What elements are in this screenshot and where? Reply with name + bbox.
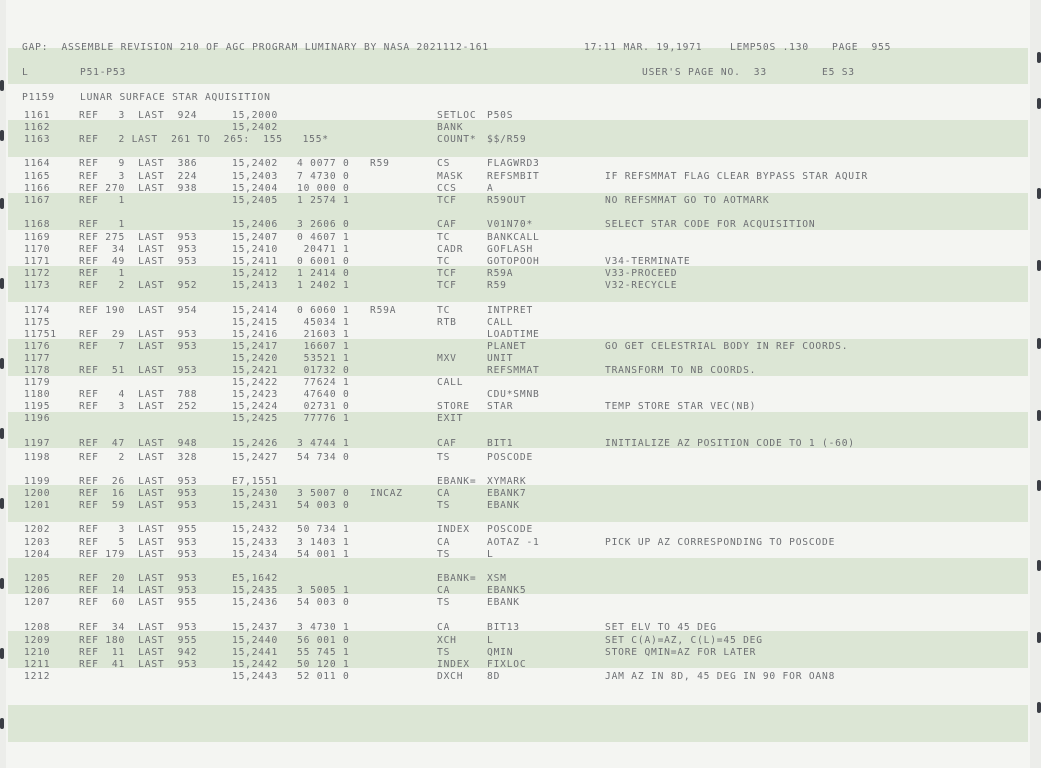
symbol-label: R59A <box>370 305 397 316</box>
ref-info: REF 3 LAST 955 <box>79 524 198 535</box>
octal-word: 55 745 1 <box>297 647 350 658</box>
opcode: MASK <box>437 171 464 182</box>
comment: NO REFSMMAT GO TO AOTMARK <box>605 195 770 206</box>
line-number: 1211 <box>24 659 51 670</box>
opcode: MXV <box>437 353 457 364</box>
address: 15,2405 <box>232 195 279 206</box>
octal-word: 21603 1 <box>297 329 350 340</box>
header-timestamp: 17:11 MAR. 19,1971 <box>584 42 703 53</box>
opcode: STORE <box>437 401 470 412</box>
line-number: 1195 <box>24 401 51 412</box>
operand: POSCODE <box>487 524 534 535</box>
address: 15,2425 <box>232 413 279 424</box>
tractor-hole <box>1037 338 1041 349</box>
tractor-hole <box>0 498 4 509</box>
address: 15,2414 <box>232 305 279 316</box>
octal-word: 1 2402 1 <box>297 280 350 291</box>
line-number: 1170 <box>24 244 51 255</box>
line-number: 1200 <box>24 488 51 499</box>
address: 15,2440 <box>232 635 279 646</box>
operand: XYMARK <box>487 476 527 487</box>
address: 15,2435 <box>232 585 279 596</box>
operand: CALL <box>487 317 514 328</box>
ref-info: REF 3 LAST 224 <box>79 171 198 182</box>
header-title: GAP: ASSEMBLE REVISION 210 OF AGC PROGRAM LUMINARY BY NASA 2021112-161 <box>22 42 489 53</box>
line-number: 1203 <box>24 537 51 548</box>
line-number: 1167 <box>24 195 51 206</box>
opcode: SETLOC <box>437 110 477 121</box>
address: 15,2436 <box>232 597 279 608</box>
operand: QMIN <box>487 647 514 658</box>
opcode: CAF <box>437 219 457 230</box>
line-number: 1165 <box>24 171 51 182</box>
ref-info: REF 2 LAST 261 TO 265: 155 155* <box>79 134 329 145</box>
address: 15,2000 <box>232 110 279 121</box>
ref-info: REF 2 LAST 328 <box>79 452 198 463</box>
operand: BIT1 <box>487 438 514 449</box>
address: 15,2430 <box>232 488 279 499</box>
tractor-hole <box>0 80 4 91</box>
line-number: 1171 <box>24 256 51 267</box>
opcode: INDEX <box>437 524 470 535</box>
comment: SET ELV TO 45 DEG <box>605 622 717 633</box>
octal-word: 0 6060 1 <box>297 305 350 316</box>
operand: GOTOPOOH <box>487 256 540 267</box>
opcode: TC <box>437 305 451 316</box>
header-page-number: PAGE 955 <box>832 42 892 53</box>
ref-info: REF 1 <box>79 195 126 206</box>
ref-info: REF 20 LAST 953 <box>79 573 198 584</box>
opcode: RTB <box>437 317 457 328</box>
tractor-hole <box>0 718 4 729</box>
line-number: 1196 <box>24 413 51 424</box>
tractor-hole <box>0 198 4 209</box>
opcode: EXIT <box>437 413 464 424</box>
line-number: 1209 <box>24 635 51 646</box>
tractor-hole <box>1037 702 1041 713</box>
octal-word: 3 2606 0 <box>297 219 350 230</box>
address: 15,2416 <box>232 329 279 340</box>
ref-info: REF 59 LAST 953 <box>79 500 198 511</box>
line-number: 1202 <box>24 524 51 535</box>
tractor-hole <box>1037 98 1041 109</box>
address: 15,2410 <box>232 244 279 255</box>
octal-word: 16607 1 <box>297 341 350 352</box>
ref-info: REF 1 <box>79 219 126 230</box>
opcode: CA <box>437 585 451 596</box>
address: 15,2412 <box>232 268 279 279</box>
line-number: 1210 <box>24 647 51 658</box>
header-job: LEMP50S .130 <box>730 42 809 53</box>
line-number: 1169 <box>24 232 51 243</box>
comment: V33-PROCEED <box>605 268 678 279</box>
opcode: TCF <box>437 195 457 206</box>
tractor-hole <box>1037 188 1041 199</box>
opcode: TC <box>437 232 451 243</box>
tractor-hole <box>0 578 4 589</box>
operand: R59 <box>487 280 507 291</box>
operand: V01N70* <box>487 219 534 230</box>
opcode: CA <box>437 537 451 548</box>
ref-info: REF 34 LAST 953 <box>79 244 198 255</box>
opcode: TS <box>437 452 451 463</box>
address: 15,2427 <box>232 452 279 463</box>
octal-word: 54 003 0 <box>297 597 350 608</box>
line-number: 1175 <box>24 317 51 328</box>
operand: REFSMMAT <box>487 365 540 376</box>
comment: IF REFSMMAT FLAG CLEAR BYPASS STAR AQUIR <box>605 171 869 182</box>
address: 15,2406 <box>232 219 279 230</box>
address: E7,1551 <box>232 476 279 487</box>
ref-info: REF 5 LAST 953 <box>79 537 198 548</box>
operand: AOTAZ -1 <box>487 537 540 548</box>
comment: INITIALIZE AZ POSITION CODE TO 1 (-60) <box>605 438 855 449</box>
ref-info: REF 16 LAST 953 <box>79 488 198 499</box>
line-number: 1180 <box>24 389 51 400</box>
ref-info: REF 26 LAST 953 <box>79 476 198 487</box>
line-number: 1204 <box>24 549 51 560</box>
address: 15,2411 <box>232 256 279 267</box>
address: 15,2443 <box>232 671 279 682</box>
ref-info: REF 60 LAST 955 <box>79 597 198 608</box>
octal-word: 1 2414 0 <box>297 268 350 279</box>
address: 15,2402 <box>232 122 279 133</box>
line-number: 1168 <box>24 219 51 230</box>
opcode: TS <box>437 549 451 560</box>
comment: SET C(A)=AZ, C(L)=45 DEG <box>605 635 763 646</box>
operand: UNIT <box>487 353 514 364</box>
address: 15,2423 <box>232 389 279 400</box>
ref-info: REF 47 LAST 948 <box>79 438 198 449</box>
ref-info: REF 41 LAST 953 <box>79 659 198 670</box>
operand: R59OUT <box>487 195 527 206</box>
operand: L <box>487 549 494 560</box>
octal-word: 01732 0 <box>297 365 350 376</box>
tractor-hole <box>0 278 4 289</box>
ref-info: REF 2 LAST 952 <box>79 280 198 291</box>
octal-word: 53521 1 <box>297 353 350 364</box>
tractor-hole <box>0 130 4 141</box>
opcode: TCF <box>437 268 457 279</box>
address: 15,2421 <box>232 365 279 376</box>
tractor-hole <box>1037 560 1041 571</box>
address: 15,2413 <box>232 280 279 291</box>
opcode: EBANK= <box>437 476 477 487</box>
operand: P50S <box>487 110 514 121</box>
operand: BIT13 <box>487 622 520 633</box>
opcode: CS <box>437 158 451 169</box>
ref-info: REF 34 LAST 953 <box>79 622 198 633</box>
line-number: 1166 <box>24 183 51 194</box>
header-left-code: L <box>22 67 29 78</box>
address: 15,2424 <box>232 401 279 412</box>
opcode: BANK <box>437 122 464 133</box>
octal-word: 56 001 0 <box>297 635 350 646</box>
operand: POSCODE <box>487 452 534 463</box>
address: 15,2404 <box>232 183 279 194</box>
tractor-hole <box>1037 260 1041 271</box>
comment: TRANSFORM TO NB COORDS. <box>605 365 757 376</box>
address: 15,2431 <box>232 500 279 511</box>
octal-word: 3 5007 0 <box>297 488 350 499</box>
address: 15,2422 <box>232 377 279 388</box>
ref-info: REF 3 LAST 252 <box>79 401 198 412</box>
address: 15,2417 <box>232 341 279 352</box>
line-number: 1164 <box>24 158 51 169</box>
operand: L <box>487 635 494 646</box>
opcode: INDEX <box>437 659 470 670</box>
operand: PLANET <box>487 341 527 352</box>
opcode: COUNT* <box>437 134 477 145</box>
line-number: 1174 <box>24 305 51 316</box>
address: 15,2433 <box>232 537 279 548</box>
ref-info: REF 7 LAST 953 <box>79 341 198 352</box>
comment: GO GET CELESTRIAL BODY IN REF COORDS. <box>605 341 849 352</box>
tractor-hole <box>1037 410 1041 421</box>
ref-info: REF 4 LAST 788 <box>79 389 198 400</box>
opcode: XCH <box>437 635 457 646</box>
octal-word: 50 734 1 <box>297 524 350 535</box>
operand: 8D <box>487 671 501 682</box>
octal-word: 54 001 1 <box>297 549 350 560</box>
octal-word: 50 120 1 <box>297 659 350 670</box>
octal-word: 45034 1 <box>297 317 350 328</box>
line-number: 1173 <box>24 280 51 291</box>
tractor-hole <box>0 648 4 659</box>
address: 15,2442 <box>232 659 279 670</box>
octal-word: 3 4744 1 <box>297 438 350 449</box>
octal-word: 02731 0 <box>297 401 350 412</box>
octal-word: 3 1403 1 <box>297 537 350 548</box>
symbol-label: R59 <box>370 158 390 169</box>
octal-word: 52 011 0 <box>297 671 350 682</box>
address: 15,2434 <box>232 549 279 560</box>
address: 15,2402 <box>232 158 279 169</box>
octal-word: 3 4730 1 <box>297 622 350 633</box>
comment: SELECT STAR CODE FOR ACQUISITION <box>605 219 816 230</box>
address: 15,2441 <box>232 647 279 658</box>
operand: EBANK7 <box>487 488 527 499</box>
operand: FIXLOC <box>487 659 527 670</box>
line-number: 1199 <box>24 476 51 487</box>
address: 15,2403 <box>232 171 279 182</box>
line-number: 1201 <box>24 500 51 511</box>
ref-info: REF 29 LAST 953 <box>79 329 198 340</box>
opcode: TS <box>437 597 451 608</box>
opcode: CADR <box>437 244 464 255</box>
operand: BANKCALL <box>487 232 540 243</box>
octal-word: 0 4607 1 <box>297 232 350 243</box>
octal-word: 3 5005 1 <box>297 585 350 596</box>
operand: $$/R59 <box>487 134 527 145</box>
ref-info: REF 3 LAST 924 <box>79 110 198 121</box>
octal-word: 77624 1 <box>297 377 350 388</box>
comment: STORE QMIN=AZ FOR LATER <box>605 647 757 658</box>
tractor-hole <box>1037 632 1041 643</box>
operand: INTPRET <box>487 305 534 316</box>
opcode: DXCH <box>437 671 464 682</box>
operand: R59A <box>487 268 514 279</box>
operand: STAR <box>487 401 514 412</box>
header-section: P51-P53 <box>80 67 127 78</box>
line-number: 11751 <box>24 329 57 340</box>
operand: XSM <box>487 573 507 584</box>
ref-info: REF 14 LAST 953 <box>79 585 198 596</box>
ref-info: REF 179 LAST 953 <box>79 549 198 560</box>
operand: A <box>487 183 494 194</box>
operand: REFSMBIT <box>487 171 540 182</box>
operand: GOFLASH <box>487 244 534 255</box>
header-page-heading: LUNAR SURFACE STAR AQUISITION <box>80 92 271 103</box>
ref-info: REF 1 <box>79 268 126 279</box>
tractor-hole <box>0 428 4 439</box>
line-number: 1162 <box>24 122 51 133</box>
operand: EBANK5 <box>487 585 527 596</box>
octal-word: 7 4730 0 <box>297 171 350 182</box>
tractor-hole <box>1037 480 1041 491</box>
line-number: 1179 <box>24 377 51 388</box>
operand: CDU*SMNB <box>487 389 540 400</box>
line-number: 1177 <box>24 353 51 364</box>
line-number: 1198 <box>24 452 51 463</box>
octal-word: 54 003 0 <box>297 500 350 511</box>
ref-info: REF 51 LAST 953 <box>79 365 198 376</box>
address: E5,1642 <box>232 573 279 584</box>
greenbar-band <box>8 48 1028 84</box>
ref-info: REF 180 LAST 955 <box>79 635 198 646</box>
symbol-label: INCAZ <box>370 488 403 499</box>
line-number: 1208 <box>24 622 51 633</box>
header-users-page: USER'S PAGE NO. 33 <box>642 67 767 78</box>
octal-word: 10 000 0 <box>297 183 350 194</box>
tractor-hole <box>0 358 4 369</box>
octal-word: 54 734 0 <box>297 452 350 463</box>
octal-word: 0 6001 0 <box>297 256 350 267</box>
operand: EBANK <box>487 500 520 511</box>
ref-info: REF 9 LAST 386 <box>79 158 198 169</box>
comment: PICK UP AZ CORRESPONDING TO POSCODE <box>605 537 836 548</box>
header-sheet: E5 S3 <box>822 67 855 78</box>
opcode: CAF <box>437 438 457 449</box>
comment: V32-RECYCLE <box>605 280 678 291</box>
opcode: CALL <box>437 377 464 388</box>
ref-info: REF 270 LAST 938 <box>79 183 198 194</box>
address: 15,2426 <box>232 438 279 449</box>
line-number: 1212 <box>24 671 51 682</box>
ref-info: REF 49 LAST 953 <box>79 256 198 267</box>
opcode: CA <box>437 622 451 633</box>
comment: TEMP STORE STAR VEC(NB) <box>605 401 757 412</box>
ref-info: REF 11 LAST 942 <box>79 647 198 658</box>
octal-word: 47640 0 <box>297 389 350 400</box>
octal-word: 77776 1 <box>297 413 350 424</box>
opcode: CCS <box>437 183 457 194</box>
tractor-hole <box>1037 52 1041 63</box>
opcode: TS <box>437 500 451 511</box>
line-number: 1207 <box>24 597 51 608</box>
operand: FLAGWRD3 <box>487 158 540 169</box>
line-number: 1176 <box>24 341 51 352</box>
line-number: 1161 <box>24 110 51 121</box>
address: 15,2415 <box>232 317 279 328</box>
address: 15,2432 <box>232 524 279 535</box>
line-number: 1178 <box>24 365 51 376</box>
operand: EBANK <box>487 597 520 608</box>
line-number: 1205 <box>24 573 51 584</box>
octal-word: 1 2574 1 <box>297 195 350 206</box>
octal-word: 4 0077 0 <box>297 158 350 169</box>
line-number: 1197 <box>24 438 51 449</box>
opcode: TCF <box>437 280 457 291</box>
opcode: EBANK= <box>437 573 477 584</box>
comment: JAM AZ IN 8D, 45 DEG IN 90 FOR OAN8 <box>605 671 836 682</box>
opcode: TC <box>437 256 451 267</box>
address: 15,2407 <box>232 232 279 243</box>
address: 15,2437 <box>232 622 279 633</box>
address: 15,2420 <box>232 353 279 364</box>
line-number: 1172 <box>24 268 51 279</box>
operand: LOADTIME <box>487 329 540 340</box>
opcode: CA <box>437 488 451 499</box>
ref-info: REF 275 LAST 953 <box>79 232 198 243</box>
octal-word: 20471 1 <box>297 244 350 255</box>
opcode: TS <box>437 647 451 658</box>
line-number: 1163 <box>24 134 51 145</box>
header-page-id: P1159 <box>22 92 55 103</box>
ref-info: REF 190 LAST 954 <box>79 305 198 316</box>
comment: V34-TERMINATE <box>605 256 691 267</box>
greenbar-band <box>8 705 1028 742</box>
line-number: 1206 <box>24 585 51 596</box>
